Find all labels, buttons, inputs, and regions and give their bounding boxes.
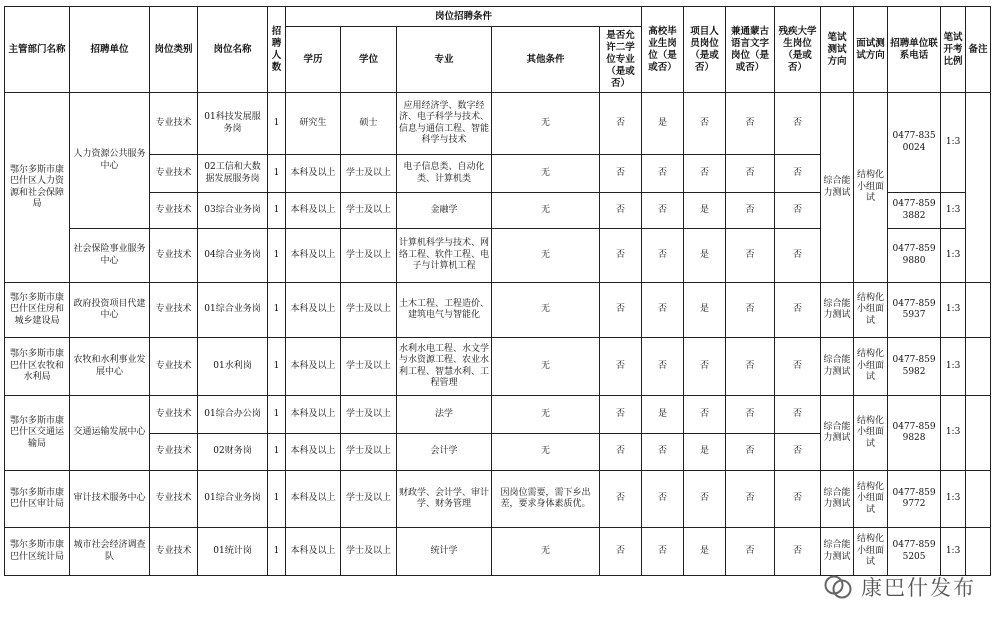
count-cell: 1 [268,193,286,229]
header-remarks: 备注 [966,7,991,93]
unit-cell: 审计技术服务中心 [70,471,150,528]
project-post-cell: 否 [684,471,726,528]
major-cell: 土木工程、工程造价、建筑电气与智能化 [397,283,492,338]
project-post-cell: 是 [684,434,726,471]
header-major: 专业 [397,27,492,93]
ratio-cell: 1:3 [941,471,966,528]
project-post-cell: 是 [684,229,726,283]
disabled-post-cell: 否 [775,155,821,193]
ratio-cell: 1:3 [941,283,966,338]
remarks-cell [966,93,991,283]
education-cell: 本科及以上 [286,434,341,471]
watermark [823,572,976,602]
education-cell: 本科及以上 [286,338,341,396]
unit-cell: 社会保险事业服务中心 [70,229,150,283]
dept-cell: 鄂尔多斯市康巴什区交通运输局 [5,396,70,471]
interview-dir-cell: 结构化小组面试 [854,93,888,283]
header-mongolian-post: 兼通蒙古语言文字岗位（是或否） [726,7,775,93]
major-cell: 财政学、会计学、审计学、财务管理 [397,471,492,528]
disabled-post-cell: 否 [775,528,821,576]
grad-post-cell: 否 [642,528,684,576]
header-post: 岗位名称 [198,7,268,93]
category-cell: 专业技术 [150,283,198,338]
ratio-cell: 1:3 [941,528,966,576]
phone-cell: 0477-8595982 [888,338,941,396]
unit-cell: 人力资源公共服务中心 [70,93,150,229]
degree-cell: 学士及以上 [341,338,397,396]
project-post-cell: 否 [684,155,726,193]
count-cell: 1 [268,528,286,576]
header-interview-dir: 面试测试方向 [854,7,888,93]
grad-post-cell: 是 [642,396,684,434]
header-written-dir: 笔试测试方向 [821,7,854,93]
interview-dir-cell: 结构化小组面试 [854,396,888,471]
count-cell: 1 [268,283,286,338]
unit-cell: 政府投资项目代建中心 [70,283,150,338]
table-row [5,528,991,576]
phone-cell: 0477-8599880 [888,229,941,283]
mongolian-post-cell: 否 [726,229,775,283]
dept-cell: 鄂尔多斯市康巴什区人力资源和社会保障局 [5,93,70,283]
education-cell: 本科及以上 [286,155,341,193]
phone-cell: 0477-8599828 [888,396,941,471]
disabled-post-cell: 否 [775,338,821,396]
mongolian-post-cell: 否 [726,528,775,576]
header-conditions-group: 岗位招聘条件 [286,7,642,27]
major-cell: 电子信息类、自动化类、计算机类 [397,155,492,193]
written-dir-cell: 综合能力测试 [821,93,854,283]
education-cell: 本科及以上 [286,283,341,338]
wechat-official-account-icon [823,574,853,600]
second-degree-cell: 否 [600,283,642,338]
degree-cell: 学士及以上 [341,283,397,338]
education-cell: 本科及以上 [286,471,341,528]
degree-cell: 学士及以上 [341,193,397,229]
education-cell: 本科及以上 [286,193,341,229]
ratio-cell: 1:3 [941,396,966,471]
header-second-degree: 是否允许二学位专业（是或否） [600,27,642,93]
count-cell: 1 [268,155,286,193]
post-cell: 01科技发展服务岗 [198,93,268,155]
written-dir-cell: 综合能力测试 [821,338,854,396]
other-cell: 无 [492,434,600,471]
education-cell: 研究生 [286,93,341,155]
interview-dir-cell: 结构化小组面试 [854,283,888,338]
unit-cell: 城市社会经济调查队 [70,528,150,576]
recruitment-table [4,6,991,576]
unit-cell: 交通运输发展中心 [70,396,150,471]
ratio-cell: 1:3 [941,229,966,283]
mongolian-post-cell: 否 [726,155,775,193]
other-cell: 无 [492,229,600,283]
second-degree-cell: 否 [600,338,642,396]
disabled-post-cell: 否 [775,229,821,283]
header-dept: 主管部门名称 [5,7,70,93]
grad-post-cell: 否 [642,434,684,471]
ratio-cell: 1:3 [941,93,966,193]
degree-cell: 学士及以上 [341,471,397,528]
degree-cell: 学士及以上 [341,528,397,576]
category-cell: 专业技术 [150,434,198,471]
category-cell: 专业技术 [150,193,198,229]
category-cell: 专业技术 [150,155,198,193]
degree-cell: 学士及以上 [341,396,397,434]
grad-post-cell: 否 [642,283,684,338]
major-cell: 金融学 [397,193,492,229]
count-cell: 1 [268,229,286,283]
grad-post-cell: 否 [642,193,684,229]
header-other: 其他条件 [492,27,600,93]
phone-cell: 0477-8595937 [888,283,941,338]
major-cell: 统计学 [397,528,492,576]
mongolian-post-cell: 否 [726,434,775,471]
category-cell: 专业技术 [150,229,198,283]
header-degree: 学位 [341,27,397,93]
education-cell: 本科及以上 [286,396,341,434]
written-dir-cell: 综合能力测试 [821,283,854,338]
second-degree-cell: 否 [600,396,642,434]
disabled-post-cell: 否 [775,434,821,471]
mongolian-post-cell: 否 [726,471,775,528]
post-cell: 01统计岗 [198,528,268,576]
post-cell: 01综合业务岗 [198,471,268,528]
remarks-cell [966,396,991,471]
header-project-post: 项目人员岗位（是或否） [684,7,726,93]
count-cell: 1 [268,471,286,528]
project-post-cell: 否 [684,396,726,434]
degree-cell: 学士及以上 [341,434,397,471]
second-degree-cell: 否 [600,434,642,471]
project-post-cell: 是 [684,283,726,338]
project-post-cell: 是 [684,193,726,229]
project-post-cell: 否 [684,93,726,155]
major-cell: 应用经济学、数字经济、电子科学与技术、信息与通信工程、智能科学与技术 [397,93,492,155]
grad-post-cell: 是 [642,93,684,155]
post-cell: 04综合业务岗 [198,229,268,283]
remarks-cell [966,528,991,576]
interview-dir-cell: 结构化小组面试 [854,528,888,576]
major-cell: 会计学 [397,434,492,471]
header-ratio: 笔试开考比例 [941,7,966,93]
header-disabled-post: 残疾大学生岗位（是或否） [775,7,821,93]
post-cell: 03综合业务岗 [198,193,268,229]
header-unit: 招聘单位 [70,7,150,93]
other-cell: 因岗位需要，需下乡出差，要求身体素质优。 [492,471,600,528]
dept-cell: 鄂尔多斯市康巴什区审计局 [5,471,70,528]
post-cell: 02财务岗 [198,434,268,471]
ratio-cell: 1:3 [941,338,966,396]
header-grad-post: 高校毕业生岗位（是或否） [642,7,684,93]
degree-cell: 硕士 [341,93,397,155]
table-row [5,93,991,155]
other-cell: 无 [492,93,600,155]
project-post-cell: 否 [684,338,726,396]
category-cell: 专业技术 [150,471,198,528]
other-cell: 无 [492,396,600,434]
count-cell: 1 [268,396,286,434]
second-degree-cell: 否 [600,229,642,283]
header-count: 招聘人数 [268,7,286,93]
major-cell: 水利水电工程、水文学与水资源工程、农业水利工程、智慧水利、工程管理 [397,338,492,396]
disabled-post-cell: 否 [775,471,821,528]
ratio-cell: 1:3 [941,193,966,229]
mongolian-post-cell: 否 [726,93,775,155]
second-degree-cell: 否 [600,93,642,155]
category-cell: 专业技术 [150,93,198,155]
dept-cell: 鄂尔多斯市康巴什区统计局 [5,528,70,576]
grad-post-cell: 否 [642,338,684,396]
other-cell: 无 [492,155,600,193]
mongolian-post-cell: 否 [726,193,775,229]
written-dir-cell: 综合能力测试 [821,396,854,471]
category-cell: 专业技术 [150,528,198,576]
watermark-text: 康巴什发布 [861,576,976,600]
remarks-cell [966,471,991,528]
count-cell: 1 [268,338,286,396]
degree-cell: 学士及以上 [341,155,397,193]
header-phone: 招聘单位联系电话 [888,7,941,93]
second-degree-cell: 否 [600,528,642,576]
count-cell: 1 [268,434,286,471]
mongolian-post-cell: 否 [726,396,775,434]
education-cell: 本科及以上 [286,528,341,576]
table-row [5,396,991,434]
other-cell: 无 [492,338,600,396]
remarks-cell [966,338,991,396]
mongolian-post-cell: 否 [726,338,775,396]
phone-cell: 0477-8350024 [888,93,941,193]
interview-dir-cell: 结构化小组面试 [854,471,888,528]
phone-cell: 0477-8599772 [888,471,941,528]
written-dir-cell: 综合能力测试 [821,471,854,528]
disabled-post-cell: 否 [775,396,821,434]
table-row [5,338,991,396]
degree-cell: 学士及以上 [341,229,397,283]
dept-cell: 鄂尔多斯市康巴什区农牧和水利局 [5,338,70,396]
count-cell: 1 [268,93,286,155]
post-cell: 01水利岗 [198,338,268,396]
education-cell: 本科及以上 [286,229,341,283]
post-cell: 01综合办公岗 [198,396,268,434]
disabled-post-cell: 否 [775,93,821,155]
unit-cell: 农牧和水利事业发展中心 [70,338,150,396]
grad-post-cell: 否 [642,229,684,283]
second-degree-cell: 否 [600,471,642,528]
phone-cell: 0477-8593882 [888,193,941,229]
major-cell: 计算机科学与技术、网络工程、软件工程、电子与计算机工程 [397,229,492,283]
category-cell: 专业技术 [150,338,198,396]
other-cell: 无 [492,193,600,229]
table-row [5,283,991,338]
dept-cell: 鄂尔多斯市康巴什区住房和城乡建设局 [5,283,70,338]
phone-cell: 0477-8595205 [888,528,941,576]
grad-post-cell: 否 [642,471,684,528]
remarks-cell [966,283,991,338]
disabled-post-cell: 否 [775,283,821,338]
interview-dir-cell: 结构化小组面试 [854,338,888,396]
project-post-cell: 是 [684,528,726,576]
table-row [5,471,991,528]
category-cell: 专业技术 [150,396,198,434]
second-degree-cell: 否 [600,155,642,193]
second-degree-cell: 否 [600,193,642,229]
post-cell: 01综合业务岗 [198,283,268,338]
header-education: 学历 [286,27,341,93]
other-cell: 无 [492,528,600,576]
other-cell: 无 [492,283,600,338]
disabled-post-cell: 否 [775,193,821,229]
grad-post-cell: 否 [642,155,684,193]
mongolian-post-cell: 否 [726,283,775,338]
major-cell: 法学 [397,396,492,434]
written-dir-cell: 综合能力测试 [821,528,854,576]
post-cell: 02工信和大数据发展服务岗 [198,155,268,193]
header-category: 岗位类别 [150,7,198,93]
